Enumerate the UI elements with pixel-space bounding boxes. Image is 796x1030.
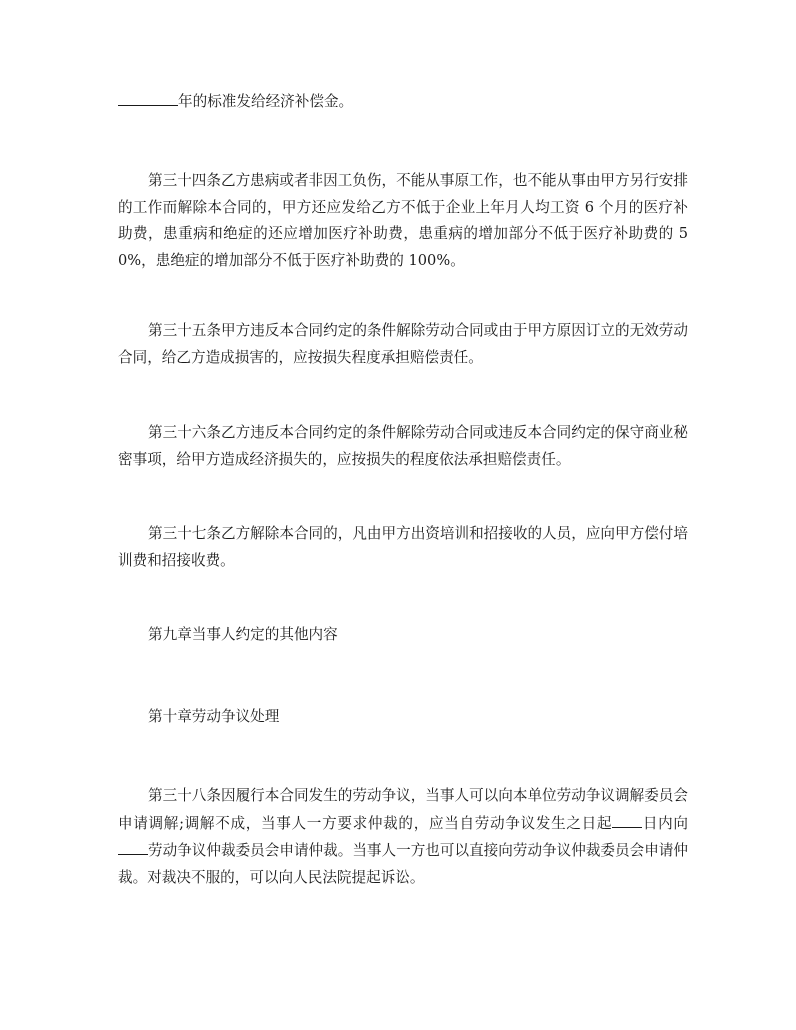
chapter-10-heading: 第十章劳动争议处理 bbox=[148, 708, 280, 725]
fill-in-blank bbox=[118, 88, 178, 106]
article-38 bbox=[118, 783, 688, 891]
chapter-9-heading: 第九章当事人约定的其他内容 bbox=[148, 626, 338, 643]
article-37: 第三十七条乙方解除本合同的，凡由甲方出资培训和招接收的人员，应向甲方偿付培训费和招接收费。 bbox=[118, 525, 688, 569]
fill-in-blank-days bbox=[612, 810, 642, 828]
article-38-text-2: 日内向 bbox=[642, 814, 688, 832]
article-36: 第三十六条乙方违反本合同约定的条件解除劳动合同或违反本合同约定的保守商业秘密事项，给甲方造成经济损失的，应按损失的程度依法承担赔偿责任。 bbox=[118, 424, 688, 468]
fill-in-blank-committee bbox=[118, 837, 148, 855]
paragraph-text: 年的标准发给经济补偿金。 bbox=[178, 93, 354, 110]
article-35: 第三十五条甲方违反本合同约定的条件解除劳动合同或由于甲方原因订立的无效劳动合同，给乙方造成损害的，应按损失程度承担赔偿责任。 bbox=[118, 322, 688, 366]
article-38-text-1: 第三十八条因履行本合同发生的劳动争议，当事人可以向本单位劳动争议调解委员会申请调解;调解不成，当事人一方要求仲裁的，应当自劳动争议发生之日起 bbox=[118, 787, 688, 832]
article-38-text-3: 劳动争议仲裁委员会申请仲裁。当事人一方也可以直接向劳动争议仲裁委员会申请仲裁。对裁决不服的，可以向人民法院提起诉讼。 bbox=[118, 842, 688, 886]
paragraph-compensation-tail bbox=[118, 88, 688, 116]
article-34: 第三十四条乙方患病或者非因工负伤，不能从事原工作，也不能从事由甲方另行安排的工作而解除本合同的，甲方还应发给乙方不低于企业上年月人均工资 6 个月的医疗补助费，患重病和绝症的还应增加医疗补助费，患重病的增加部分不低于医疗补助费的 50%，患绝症的增加部分不低于医疗补助费的 100%。 bbox=[118, 172, 688, 269]
